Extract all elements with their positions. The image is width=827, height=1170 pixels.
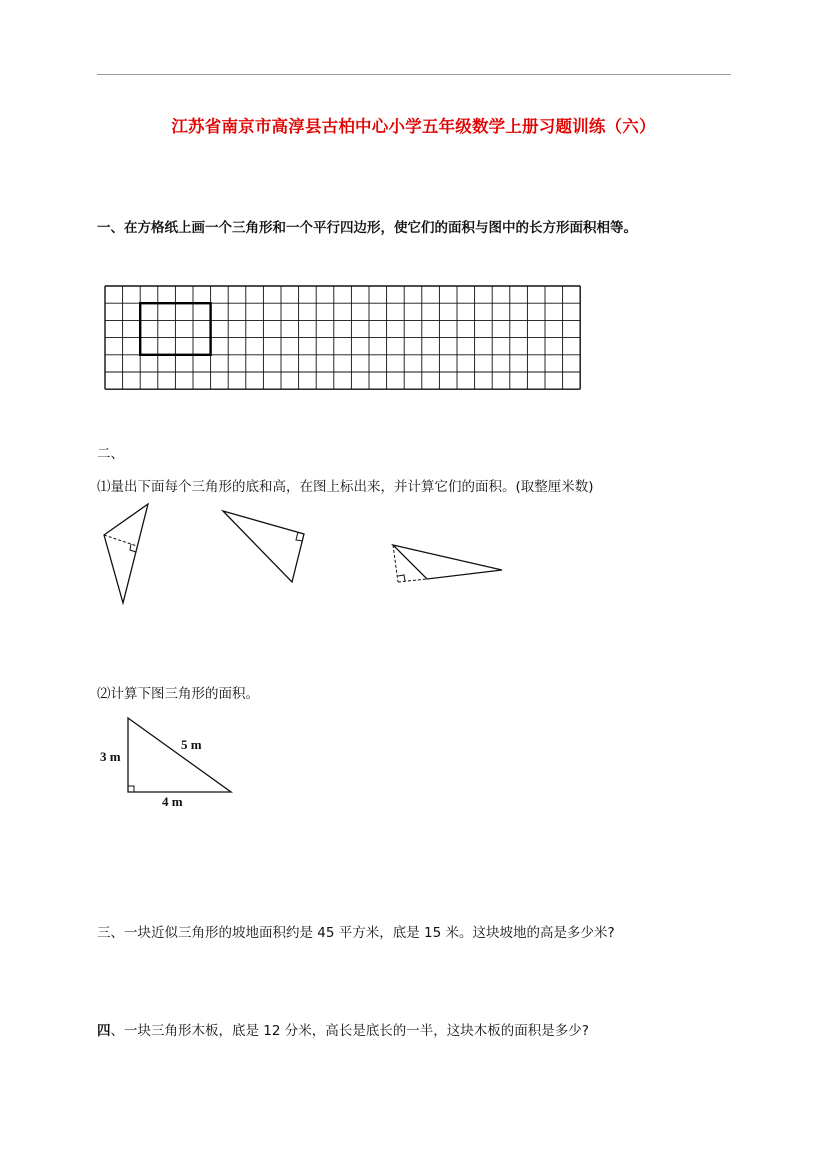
question-4-body: 、一块三角形木板，底是 12 分米，高长是底长的一半，这块木板的面积是多少? (110, 1023, 589, 1039)
grid-paper (104, 285, 604, 395)
question-4-number: 四 (97, 1023, 111, 1039)
label-base-4m: 4 m (162, 794, 183, 809)
question-2-part2: ⑵计算下图三角形的面积。 (97, 686, 259, 702)
question-2-heading: 二、 (97, 446, 124, 462)
right-triangle-figure (98, 712, 248, 812)
label-hypotenuse-5m: 5 m (181, 737, 202, 752)
triangle-figure-1 (100, 500, 160, 610)
question-3-text: 三、一块近似三角形的坡地面积约是 45 平方米，底是 15 米。这块坡地的高是多少米? (97, 925, 615, 941)
header-rule (97, 74, 731, 75)
triangle-figure-3 (390, 541, 510, 591)
triangle-figure-2 (220, 508, 310, 598)
question-2-part1: ⑴量出下面每个三角形的底和高，在图上标出来，并计算它们的面积。(取整厘米数) (97, 479, 594, 495)
question-4-text (97, 1019, 589, 1039)
question-1-text: 一、在方格纸上画一个三角形和一个平行四边形，使它们的面积与图中的长方形面积相等。 (97, 220, 637, 236)
label-leg-3m: 3 m (100, 749, 121, 764)
page-title: 江苏省南京市高淳县古柏中心小学五年级数学上册习题训练（六） (171, 117, 656, 136)
